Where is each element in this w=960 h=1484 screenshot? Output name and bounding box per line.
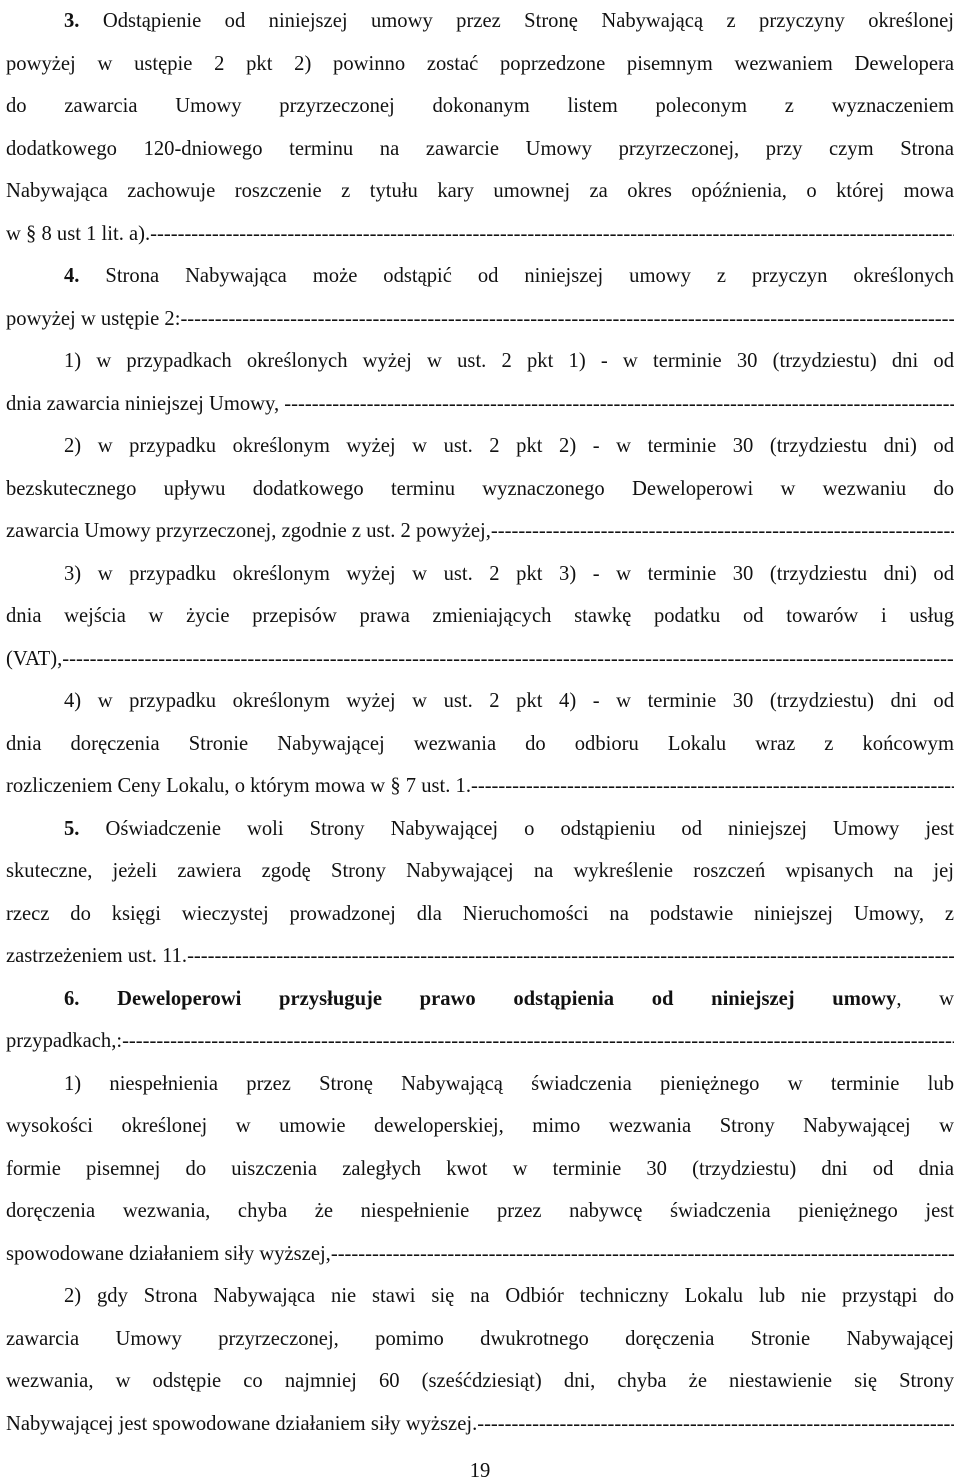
text-line: 2) gdy Strona Nabywająca nie stawi się na Odbiór techniczny Lokalu lub nie przystąpi do <box>64 1285 954 1307</box>
text-line: powyżej w ustępie 2 pkt 2) powinno zostać poprzedzone pisemnym wezwaniem Dewelopera <box>6 52 954 75</box>
text-line: spowodowane działaniem siły wyższej, ----- <box>6 1233 954 1276</box>
text-line: (VAT), ----- <box>6 638 954 681</box>
document-page <box>6 0 954 1445</box>
paragraph-4 <box>6 255 954 808</box>
text-line: 4) w przypadku określonym wyżej w ust. 2 pkt 4) - w terminie 30 (trzydziestu) dni od <box>64 690 954 712</box>
text-line: do zawarcia Umowy przyrzeczonej dokonanym listem poleconym z wyznaczeniem <box>6 95 954 117</box>
text-line: dnia zawarcia niniejszej Umowy, ----- <box>6 383 954 426</box>
paragraph-6 <box>6 978 954 1446</box>
paragraph-5 <box>6 808 954 978</box>
text-line: formie pisemnej do uiszczenia zaległych kwot w terminie 30 (trzydziestu) dni od dnia <box>6 1157 954 1180</box>
text-line: dodatkowego 120-dniowego terminu na zawarcie Umowy przyrzeczonej, przy czym Strona <box>6 137 954 160</box>
text-line: Nabywającej jest spowodowane działaniem siły wyższej. ----- <box>6 1403 954 1446</box>
text-line: 1) niespełnienia przez Stronę Nabywającą świadczenia pieniężnego w terminie lub <box>64 1072 954 1095</box>
list-item <box>6 425 954 553</box>
text-line: zastrzeżeniem ust. 11. ----- <box>6 935 954 978</box>
text-line: zawarcia Umowy przyrzeczonej, pomimo dwukrotnego doręczenia Stronie Nabywającej <box>6 1327 954 1350</box>
text-line: 3) w przypadku określonym wyżej w ust. 2 pkt 3) - w terminie 30 (trzydziestu dni) od <box>64 562 954 585</box>
text-line: przypadkach,: ----- <box>6 1020 954 1063</box>
text-line: rzecz do księgi wieczystej prowadzonej dla Nieruchomości na podstawie niniejszej Umowy, z <box>6 902 954 925</box>
text-line: wysokości określonej w umowie deweloperskiej, mimo wezwania Strony Nabywającej w <box>6 1115 954 1137</box>
list-item <box>6 553 954 681</box>
text-line: 5. Oświadczenie woli Strony Nabywającej o odstąpieniu od niniejszej Umowy jest <box>64 817 954 840</box>
page-number: 19 <box>469 1460 491 1482</box>
list-item <box>6 680 954 808</box>
text-line: 1) w przypadkach określonych wyżej w ust. 2 pkt 1) - w terminie 30 (trzydziestu) dni od <box>64 350 954 372</box>
text-line: skuteczne, jeżeli zawiera zgodę Strony Nabywającej na wykreślenie roszczeń wpisanych na jej <box>6 860 954 882</box>
text-line: 6. Deweloperowi przysługuje prawo odstąpienia od niniejszej umowy, w <box>64 987 954 1010</box>
text-line: dnia doręczenia Stronie Nabywającej wezwania do odbioru Lokalu wraz z końcowym <box>6 732 954 755</box>
text-line: rozliczeniem Ceny Lokalu, o którym mowa w § 7 ust. 1. ----- <box>6 765 954 808</box>
text-line: zawarcia Umowy przyrzeczonej, zgodnie z ust. 2 powyżej, ----- <box>6 510 954 553</box>
list-item <box>6 340 954 425</box>
text-line: bezskutecznego upływu dodatkowego terminu wyznaczonego Deweloperowi w wezwaniu do <box>6 477 954 500</box>
paragraph-number: 5. <box>64 817 80 840</box>
text-line: w § 8 ust 1 lit. a). ----- <box>6 213 954 256</box>
text-line: 3. Odstąpienie od niniejszej umowy przez Stronę Nabywającą z przyczyny określonej <box>64 10 954 32</box>
text-line: 2) w przypadku określonym wyżej w ust. 2 pkt 2) - w terminie 30 (trzydziestu dni) od <box>64 435 954 457</box>
paragraph-3 <box>6 0 954 255</box>
text-line: doręczenia wezwania, chyba że niespełnienie przez nabywcę świadczenia pieniężnego jest <box>6 1200 954 1222</box>
list-item <box>6 1275 954 1445</box>
text-line: wezwania, w odstępie co najmniej 60 (sześćdziesiąt) dni, chyba że niestawienie się Strony <box>6 1370 954 1392</box>
bold-heading-text: Deweloperowi przysługuje prawo odstąpienia od niniejszej umowy <box>117 987 897 1010</box>
paragraph-number: 6. <box>64 987 80 1010</box>
paragraph-number: 3. <box>64 10 80 32</box>
text-line: 4. Strona Nabywająca może odstąpić od niniejszej umowy z przyczyn określonych <box>64 265 954 287</box>
list-item <box>6 1063 954 1276</box>
paragraph-number: 4. <box>64 265 80 287</box>
text-line: powyżej w ustępie 2: ----- <box>6 298 954 341</box>
text-line: dnia wejścia w życie przepisów prawa zmieniających stawkę podatku od towarów i usług <box>6 605 954 627</box>
text-line: Nabywająca zachowuje roszczenie z tytułu kary umownej za okres opóźnienia, o której mowa <box>6 180 954 202</box>
